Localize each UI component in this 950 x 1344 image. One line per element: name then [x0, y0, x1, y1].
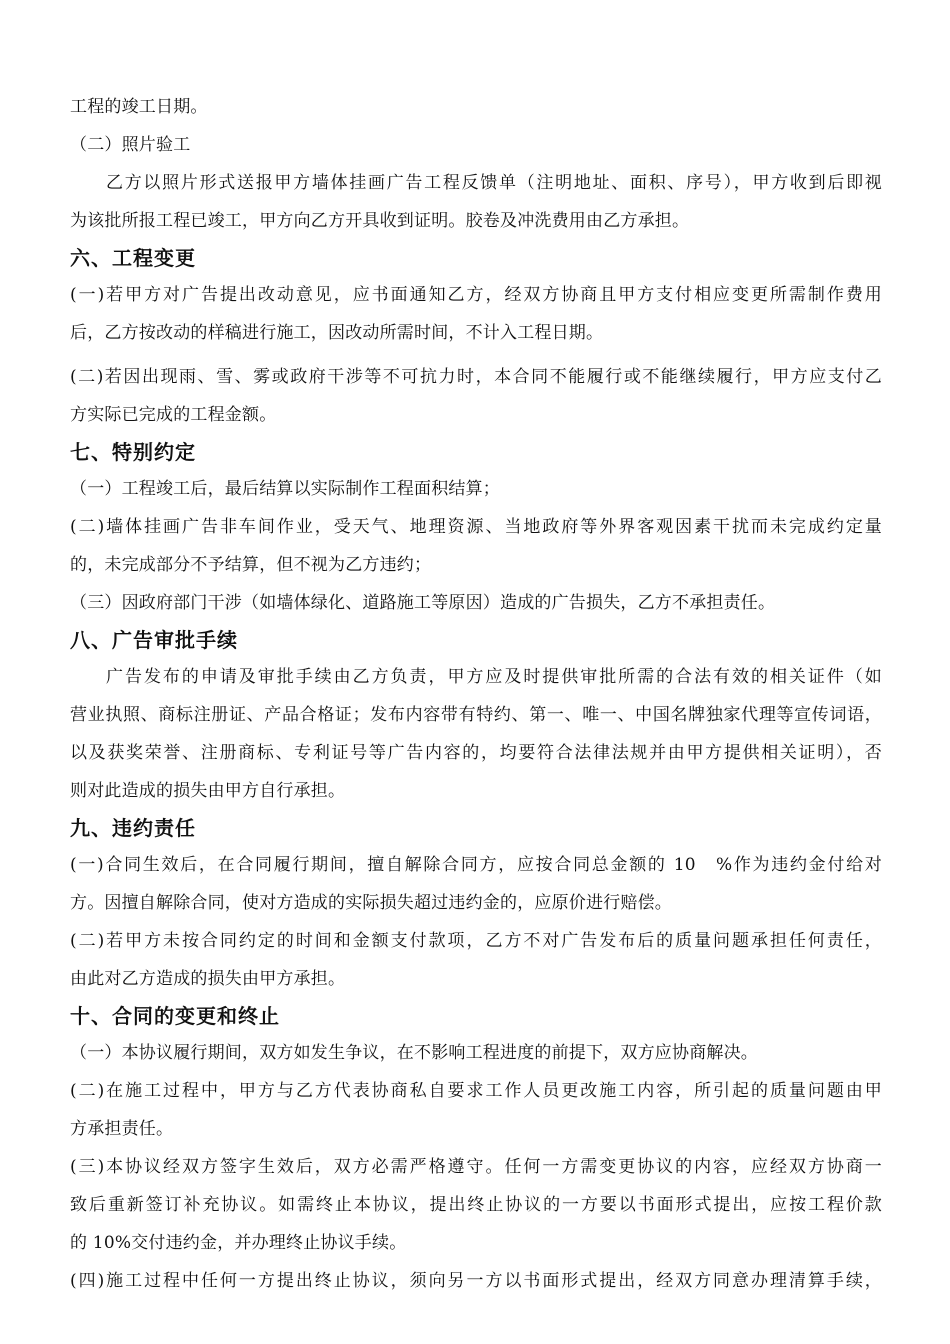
clause-6-2-line-2: 方实际已完成的工程金额。: [70, 405, 277, 425]
clause-9-1-line-1: (一)合同生效后，在合同履行期间，擅自解除合同方，应按合同总金额的 10 %作为违约金付给对: [70, 855, 882, 875]
photo-inspection-title: （二）照片验工: [70, 135, 191, 155]
clause-8-line-3: 以及获奖荣誉、注册商标、专利证号等广告内容的，均要符合法律法规并由甲方提供相关证明），否: [70, 743, 882, 763]
section5-tail-line: 工程的竣工日期。: [70, 97, 208, 117]
clause-10-4-line-1: (四)施工过程中任何一方提出终止协议，须向另一方以书面形式提出，经双方同意办理清算手续，: [70, 1271, 882, 1291]
section-heading-6: 六、工程变更: [70, 246, 196, 270]
clause-8-line-2: 营业执照、商标注册证、产品合格证；发布内容带有特约、第一、唯一、中国名牌独家代理等宣传词语，: [70, 705, 882, 725]
clause-6-1-line-1: (一)若甲方对广告提出改动意见，应书面通知乙方，经双方协商且甲方支付相应变更所需制作费用: [70, 285, 882, 305]
clause-7-2-line-2: 的，未完成部分不予结算，但不视为乙方违约；: [70, 555, 432, 575]
clause-6-1-line-2: 后，乙方按改动的样稿进行施工，因改动所需时间，不计入工程日期。: [70, 323, 604, 343]
clause-6-2-line-1: (二)若因出现雨、雪、雾或政府干涉等不可抗力时，本合同不能履行或不能继续履行，甲方应支付乙: [70, 367, 882, 387]
section-heading-7: 七、特别约定: [70, 440, 196, 464]
clause-10-3-line-1: (三)本协议经双方签字生效后，双方必需严格遵守。任何一方需变更协议的内容，应经双方协商一: [70, 1157, 882, 1177]
clause-9-1-line-2: 方。因擅自解除合同，使对方造成的实际损失超过违约金的，应原价进行赔偿。: [70, 893, 672, 913]
clause-9-2-line-2: 由此对乙方造成的损失由甲方承担。: [70, 969, 346, 989]
clause-10-1: （一）本协议履行期间，双方如发生争议，在不影响工程进度的前提下，双方应协商解决。: [70, 1043, 758, 1063]
clause-10-3-line-3: 的 10%交付违约金，并办理终止协议手续。: [70, 1233, 407, 1253]
clause-10-2-line-2: 方承担责任。: [70, 1119, 174, 1139]
clause-8-line-1: 广告发布的申请及审批手续由乙方负责，甲方应及时提供审批所需的合法有效的相关证件（如: [106, 667, 882, 687]
clause-10-2-line-1: (二)在施工过程中，甲方与乙方代表协商私自要求工作人员更改施工内容，所引起的质量问题由甲: [70, 1081, 882, 1101]
contract-page: [70, 88, 882, 1300]
clause-10-3-line-2: 致后重新签订补充协议。如需终止本协议，提出终止协议的一方要以书面形式提出，应按工程价款: [70, 1195, 882, 1215]
section-heading-10: 十、合同的变更和终止: [70, 1004, 280, 1028]
photo-inspection-line-2: 为该批所报工程已竣工，甲方向乙方开具收到证明。胶卷及冲洗费用由乙方承担。: [70, 211, 690, 231]
clause-8-line-4: 则对此造成的损失由甲方自行承担。: [70, 781, 346, 801]
clause-7-3: （三）因政府部门干涉（如墙体绿化、道路施工等原因）造成的广告损失，乙方不承担责任。: [70, 593, 776, 613]
clause-7-1: （一）工程竣工后，最后结算以实际制作工程面积结算；: [70, 479, 500, 499]
photo-inspection-line-1: 乙方以照片形式送报甲方墙体挂画广告工程反馈单（注明地址、面积、序号），甲方收到后即视: [106, 173, 882, 193]
clause-9-2-line-1: (二)若甲方未按合同约定的时间和金额支付款项，乙方不对广告发布后的质量问题承担任何责任，: [70, 931, 882, 951]
section-heading-8: 八、广告审批手续: [70, 628, 238, 652]
section-heading-9: 九、违约责任: [70, 816, 196, 840]
clause-7-2-line-1: (二)墙体挂画广告非车间作业，受天气、地理资源、当地政府等外界客观因素干扰而未完成约定量: [70, 517, 882, 537]
